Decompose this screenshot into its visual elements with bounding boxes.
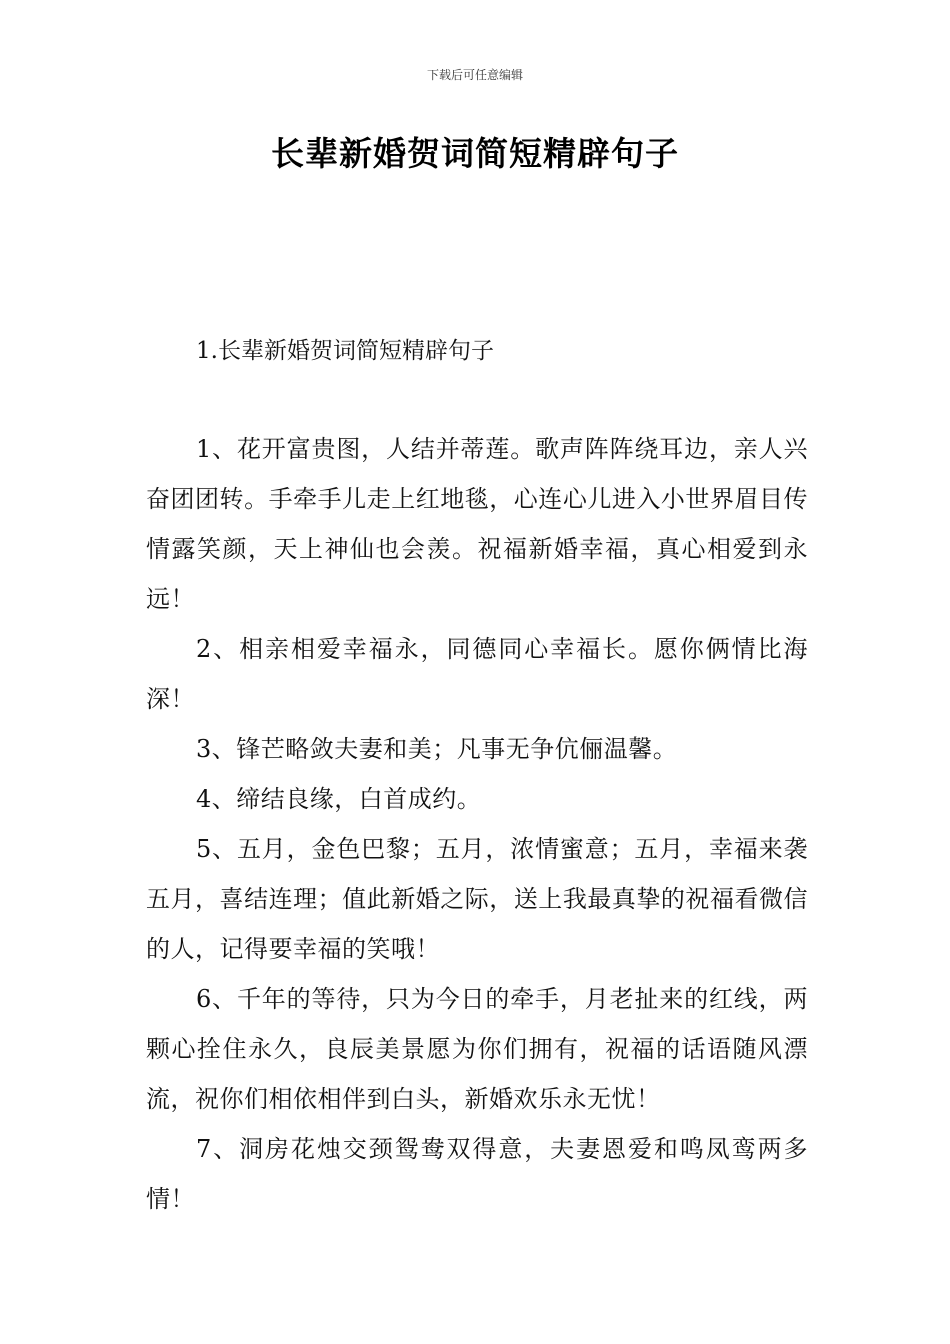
paragraph: 5、五月，金色巴黎；五月，浓情蜜意；五月，幸福来袭五月，喜结连理；值此新婚之际，送上我最真挚的祝福看微信的人，记得要幸福的笑哦！ (146, 835, 808, 963)
paragraph: 6、千年的等待，只为今日的牵手，月老扯来的红线，两颗心拴住永久，良辰美景愿为你们拥有，祝福的话语随风漂流，祝你们相依相伴到白头，新婚欢乐永无忧！ (146, 985, 808, 1113)
document-body (146, 424, 808, 1224)
paragraph: 2、相亲相爱幸福永，同德同心幸福长。愿你俩情比海深！ (146, 635, 808, 713)
paragraph: 7、洞房花烛交颈鸳鸯双得意，夫妻恩爱和鸣凤鸾两多情！ (146, 1135, 808, 1213)
section-heading: 1.长辈新婚贺词简短精辟句子 (196, 338, 494, 364)
paragraph: 3、锋芒略敛夫妻和美；凡事无争伉俪温馨。 (196, 735, 678, 763)
paragraph: 4、缔结良缘，白首成约。 (196, 785, 482, 813)
header-note: 下载后可任意编辑 (426, 68, 523, 82)
document-title: 长辈新婚贺词简短精辟句子 (271, 134, 679, 173)
paragraph: 1、花开富贵图，人结并蒂莲。歌声阵阵绕耳边，亲人兴奋团团转。手牵手儿走上红地毯，心连心儿进入小世界眉目传情露笑颜，天上神仙也会羡。祝福新婚幸福，真心相爱到永远！ (146, 435, 808, 613)
